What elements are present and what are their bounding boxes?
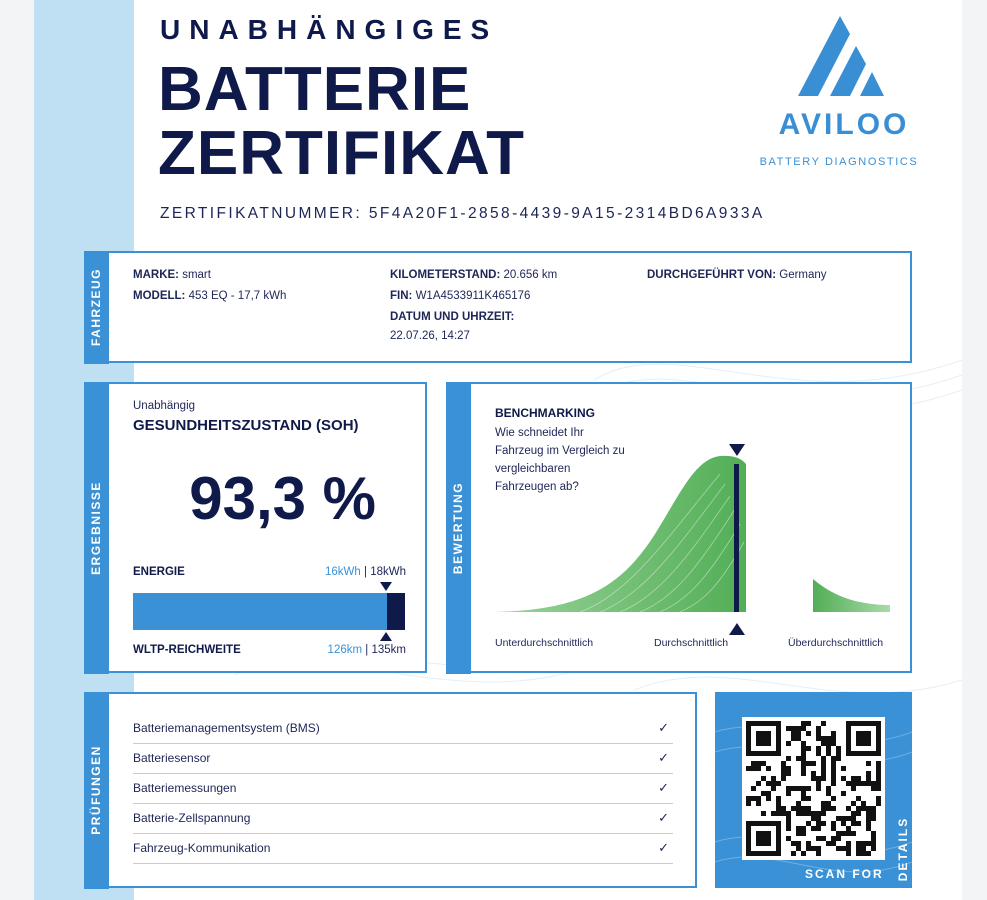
energy-label: ENERGIE: [133, 566, 185, 578]
check-label: Batteriemanagementsystem (BMS): [133, 721, 320, 735]
benchmark-marker-bottom-icon: [729, 623, 745, 635]
vin-label: FIN:: [390, 290, 413, 302]
check-icon: ✓: [658, 750, 669, 765]
vehicle-panel-tab: [84, 251, 109, 364]
check-row: [133, 804, 673, 834]
mileage-label: KILOMETERSTAND:: [390, 269, 501, 281]
soh-value: 93,3 %: [189, 465, 376, 532]
results-panel-tab: [84, 382, 109, 674]
certificate-page: [34, 0, 962, 900]
results-tab-label: ERGEBNISSE: [89, 480, 103, 575]
benchmark-question-line-2: Fahrzeug im Vergleich zu: [495, 445, 625, 457]
page-title: [158, 55, 526, 188]
results-panel: [84, 382, 427, 673]
range-total: 135km: [371, 644, 406, 656]
label-average: Durchschnittlich: [654, 637, 729, 649]
benchmark-question: [495, 424, 625, 496]
benchmark-tab-label: BEWERTUNG: [451, 481, 465, 574]
datetime-value: 22.07.26, 14:27: [390, 330, 470, 342]
logo-tagline: BATTERY DIAGNOSTICS: [759, 156, 919, 168]
range-marker-up-icon: [380, 632, 392, 642]
benchmark-question-line-3: vergleichbaren: [495, 463, 571, 475]
certificate-number-label: ZERTIFIKATNUMMER:: [160, 205, 363, 222]
check-label: Batteriemessungen: [133, 781, 237, 795]
energy-current: 16kWh: [325, 566, 361, 578]
vehicle-panel: [84, 251, 912, 363]
check-label: Batteriesensor: [133, 751, 211, 765]
benchmark-marker-top-icon: [729, 444, 745, 456]
check-row: [133, 714, 673, 744]
check-icon: ✓: [658, 810, 669, 825]
energy-separator: |: [360, 566, 371, 578]
check-label: Fahrzeug-Kommunikation: [133, 841, 271, 855]
model-value: 453 EQ - 17,7 kWh: [188, 290, 287, 302]
aviloo-triangle-logo-icon: [794, 16, 884, 98]
title-line-1: BATTERIE: [158, 55, 472, 124]
datetime-field: [390, 311, 514, 323]
range-label: WLTP-REICHWEITE: [133, 644, 241, 656]
checks-tab-label: PRÜFUNGEN: [89, 745, 103, 835]
check-icon: ✓: [658, 780, 669, 795]
qr-code-box[interactable]: [715, 692, 912, 888]
check-icon: ✓: [658, 840, 669, 855]
logo-name: AVILOO: [778, 108, 910, 141]
distribution-curve-right: [813, 579, 890, 612]
range-current: 126km: [327, 644, 363, 656]
check-row: [133, 774, 673, 804]
energy-marker-down-icon: [380, 582, 392, 592]
check-label: Batterie-Zellspannung: [133, 811, 251, 825]
energy-bar-remainder: [387, 593, 405, 630]
scan-label: SCAN FOR: [805, 867, 884, 881]
mileage-value: 20.656 km: [503, 269, 558, 281]
mileage-field: [390, 269, 557, 281]
check-row: [133, 834, 673, 864]
benchmark-marker-line: [734, 464, 739, 612]
label-below-average: Unterdurchschnittlich: [495, 637, 594, 649]
details-label: DETAILS: [896, 816, 911, 882]
certificate-number: [160, 205, 765, 223]
checks-panel: [84, 692, 697, 888]
soh-pretitle: Unabhängig: [133, 400, 196, 412]
check-row: [133, 744, 673, 774]
vin-value: W1A4533911K465176: [415, 290, 531, 302]
brand-value: smart: [182, 269, 211, 281]
energy-total: 18kWh: [370, 566, 406, 578]
vin-field: [390, 290, 530, 302]
energy-bar: [133, 593, 405, 630]
brand-field: [133, 269, 211, 281]
benchmark-title: BENCHMARKING: [495, 406, 595, 420]
check-icon: ✓: [658, 720, 669, 735]
energy-values: [325, 566, 406, 578]
range-separator: |: [362, 644, 372, 656]
certificate-number-value: 5F4A20F1-2858-4439-9A15-2314BD6A933A: [368, 205, 765, 222]
performed-by-field: [647, 269, 827, 281]
benchmark-question-line-4: Fahrzeugen ab?: [495, 481, 579, 493]
qr-code-icon: [746, 721, 881, 856]
model-label: MODELL:: [133, 290, 186, 302]
datetime-label: DATUM UND UHRZEIT:: [390, 311, 515, 323]
checks-panel-tab: [84, 692, 109, 889]
range-values: [328, 644, 406, 656]
label-above-average: Überdurchschnittlich: [788, 637, 884, 649]
qr-code[interactable]: [742, 717, 885, 860]
performed-by-label: DURCHGEFÜHRT VON:: [647, 269, 777, 281]
soh-title: GESUNDHEITSZUSTAND (SOH): [133, 417, 359, 434]
brand-label: MARKE:: [133, 269, 179, 281]
vehicle-tab-label: FAHRZEUG: [89, 268, 103, 346]
aviloo-logo: [754, 16, 924, 176]
title-line-2: ZERTIFIKAT: [158, 119, 526, 188]
benchmark-panel-tab: [446, 382, 471, 674]
benchmark-panel: [446, 382, 912, 673]
performed-by-value: Germany: [779, 269, 827, 281]
subtitle: UNABHÄNGIGES: [160, 14, 499, 45]
model-field: [133, 290, 286, 302]
benchmark-question-line-1: Wie schneidet Ihr: [495, 427, 584, 439]
